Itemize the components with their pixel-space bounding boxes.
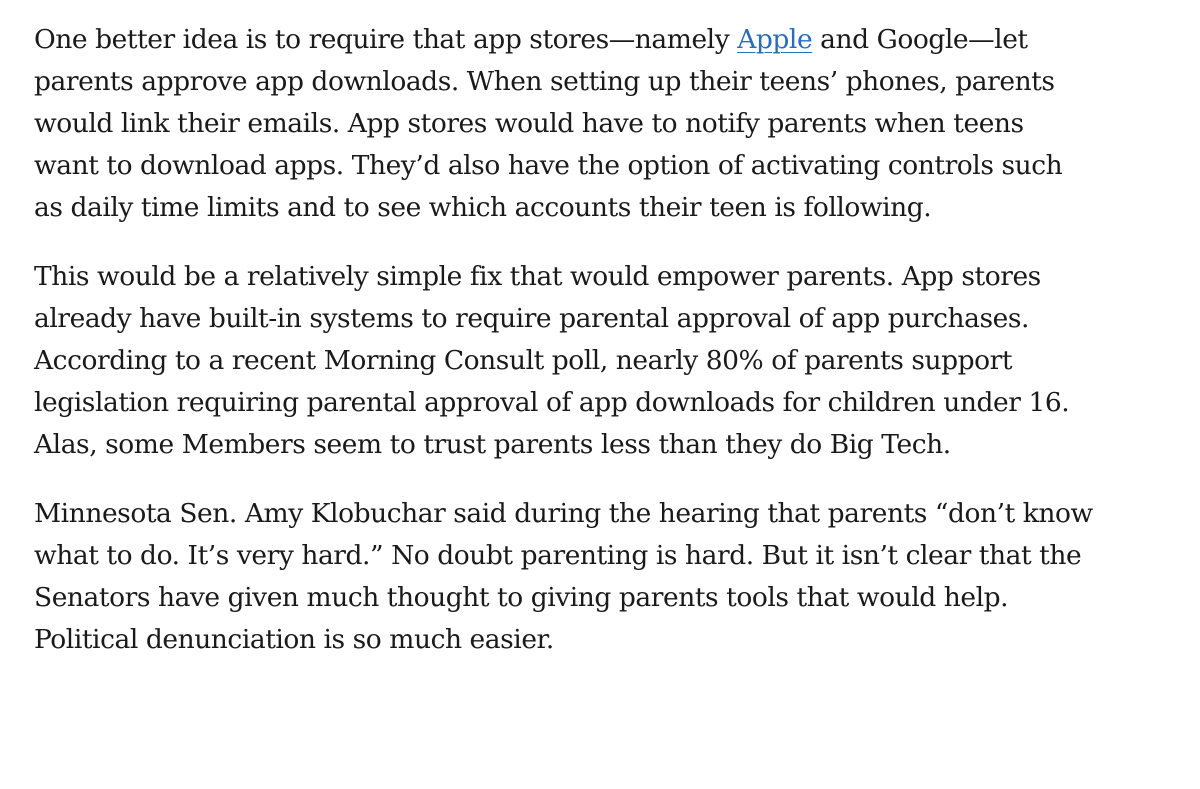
- text-line: According to a recent Morning Consult poll, nearly 80% of parents support: [34, 345, 1013, 376]
- text-line: Political denunciation is so much easier.: [34, 624, 554, 655]
- text-line: Minnesota Sen. Amy Klobuchar said during the hearing that parents “don’t know: [34, 498, 1093, 529]
- text-line: want to download apps. They’d also have the option of activating controls such: [34, 150, 1063, 181]
- text-segment: and Google—let: [812, 24, 1028, 55]
- text-line: would link their emails. App stores would have to notify parents when teens: [34, 108, 1024, 139]
- paragraph-3: [34, 493, 1194, 661]
- apple-link[interactable]: Apple: [737, 24, 813, 55]
- paragraph-1: [34, 19, 1194, 229]
- text-line: already have built-in systems to require parental approval of app purchases.: [34, 303, 1029, 334]
- text-line: [34, 19, 1194, 61]
- text-line: Alas, some Members seem to trust parents less than they do Big Tech.: [34, 429, 951, 460]
- text-line: legislation requiring parental approval of app downloads for children under 16.: [34, 387, 1070, 418]
- text-line: This would be a relatively simple fix that would empower parents. App stores: [34, 261, 1041, 292]
- text-segment: One better idea is to require that app stores—namely: [34, 24, 738, 55]
- text-line: what to do. It’s very hard.” No doubt parenting is hard. But it isn’t clear that the: [34, 540, 1082, 571]
- paragraph-2: [34, 256, 1194, 466]
- text-line: Senators have given much thought to giving parents tools that would help.: [34, 582, 1009, 613]
- text-line: parents approve app downloads. When setting up their teens’ phones, parents: [34, 66, 1055, 97]
- text-line: as daily time limits and to see which accounts their teen is following.: [34, 192, 932, 223]
- article-body: [34, 19, 1194, 688]
